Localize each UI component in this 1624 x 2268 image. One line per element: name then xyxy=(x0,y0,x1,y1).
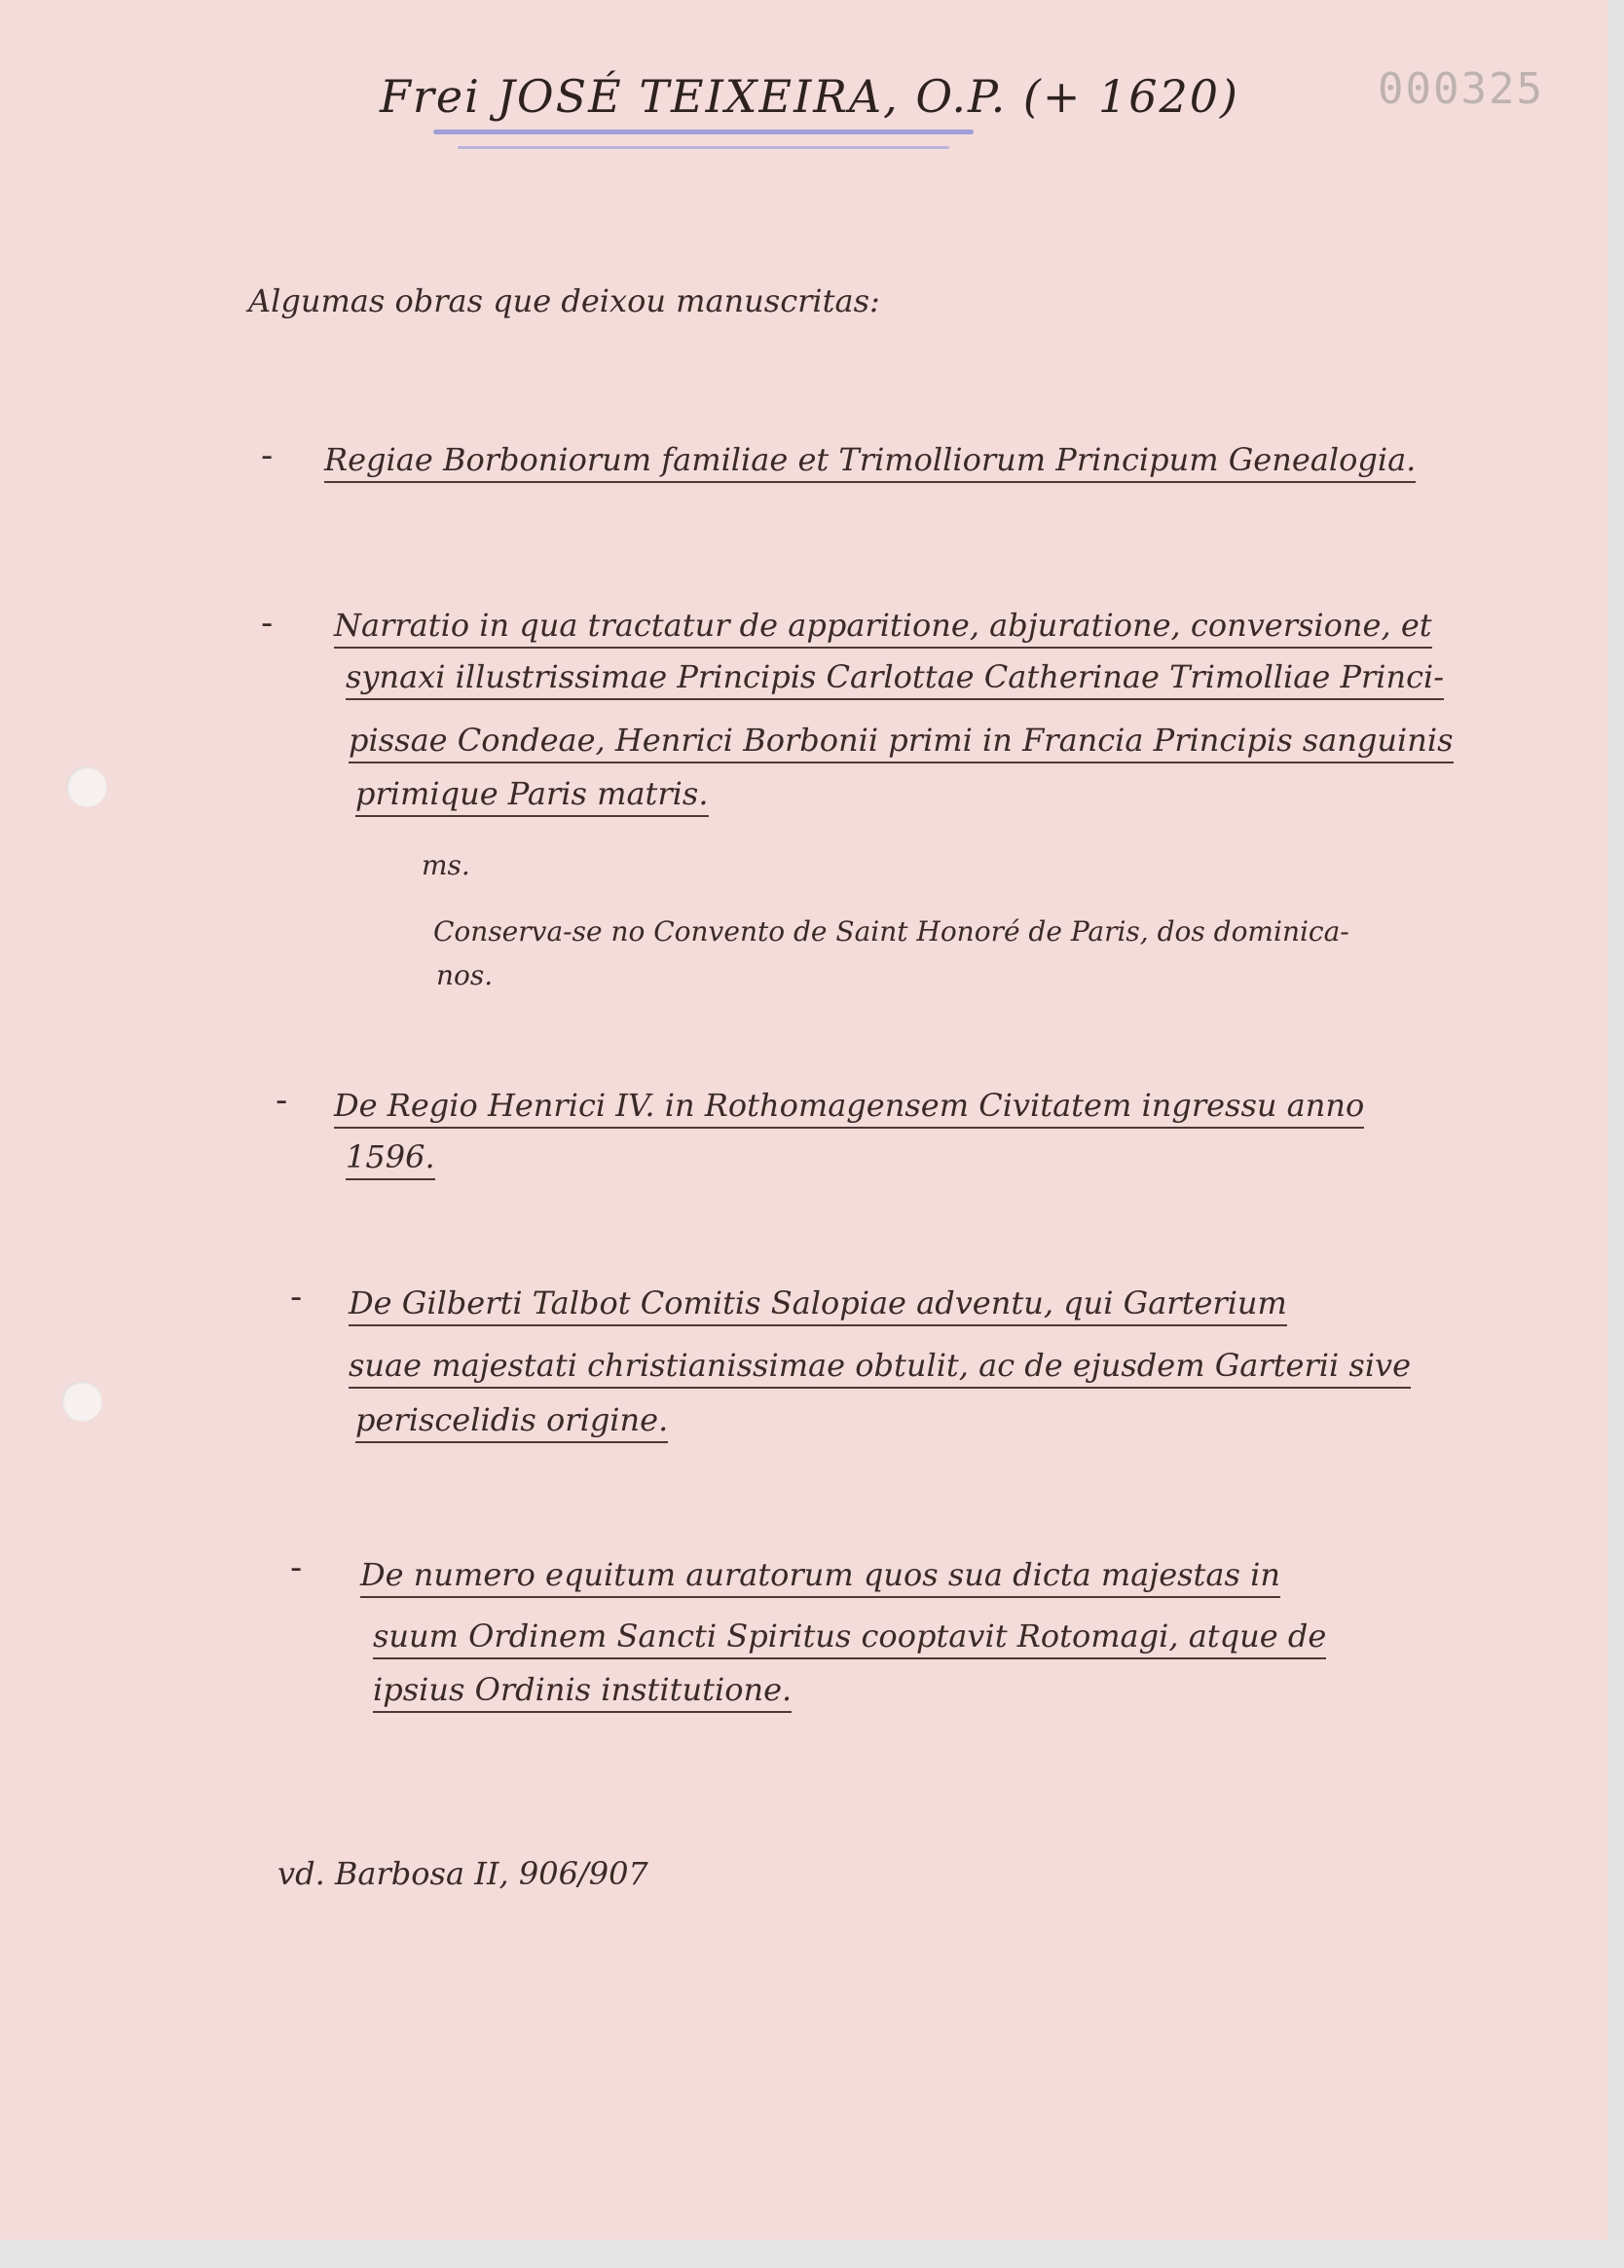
title-underline-secondary xyxy=(458,146,949,149)
bibliographic-reference: vd. Barbosa II, 906/907 xyxy=(277,1855,648,1892)
punch-hole-bottom xyxy=(61,1381,102,1422)
work-5-line-1: De numero equitum auratorum quos sua dicta majestas in xyxy=(360,1555,1280,1594)
work-5-line-2: suum Ordinem Sancti Spiritus cooptavit Rotomagi, atque de xyxy=(373,1617,1326,1655)
work-2-line-2: synaxi illustrissimae Principis Carlottae Catherinae Trimolliae Princi- xyxy=(346,657,1444,696)
scan-edge-bottom xyxy=(0,2240,1624,2268)
work-2-line-1: Narratio in qua tractatur de apparitione, abjuratione, conversione, et xyxy=(334,606,1432,645)
page-number-stamp: 000325 xyxy=(1378,64,1544,114)
scan-edge-right xyxy=(1608,0,1624,2268)
work-3-line-2: 1596. xyxy=(346,1137,435,1176)
work-4-line-1: De Gilberti Talbot Comitis Salopiae adventu, qui Garterium xyxy=(349,1283,1287,1322)
punch-hole-top xyxy=(66,766,107,807)
work-1-line-1: Regiae Borboniorum familiae et Trimolliorum Principum Genealogia. xyxy=(324,440,1416,479)
bullet-dash: - xyxy=(276,1081,288,1120)
work-2-note-3: nos. xyxy=(436,959,494,991)
bullet-dash: - xyxy=(261,436,274,475)
work-4-line-3: periscelidis origine. xyxy=(355,1400,668,1439)
work-2-note-2: Conserva-se no Convento de Saint Honoré de Paris, dos dominica- xyxy=(433,915,1349,948)
work-2-note-1: ms. xyxy=(422,849,470,881)
work-5-line-3: ipsius Ordinis institutione. xyxy=(373,1670,792,1709)
page-title: Frei JOSÉ TEIXEIRA, O.P. (+ 1620) xyxy=(380,70,1239,123)
title-underline xyxy=(433,130,974,134)
bullet-dash: - xyxy=(290,1278,303,1317)
work-2-line-3: pissae Condeae, Henrici Borbonii primi in Francia Principis sanguinis xyxy=(349,721,1454,760)
work-4-line-2: suae majestati christianissimae obtulit, ac de ejusdem Garterii sive xyxy=(349,1346,1411,1385)
work-2-line-4: primique Paris matris. xyxy=(355,774,709,813)
bullet-dash: - xyxy=(261,604,274,643)
intro-text: Algumas obras que deixou manuscritas: xyxy=(248,282,880,319)
bullet-dash: - xyxy=(290,1548,303,1587)
work-3-line-1: De Regio Henrici IV. in Rothomagensem Civitatem ingressu anno xyxy=(334,1086,1364,1125)
